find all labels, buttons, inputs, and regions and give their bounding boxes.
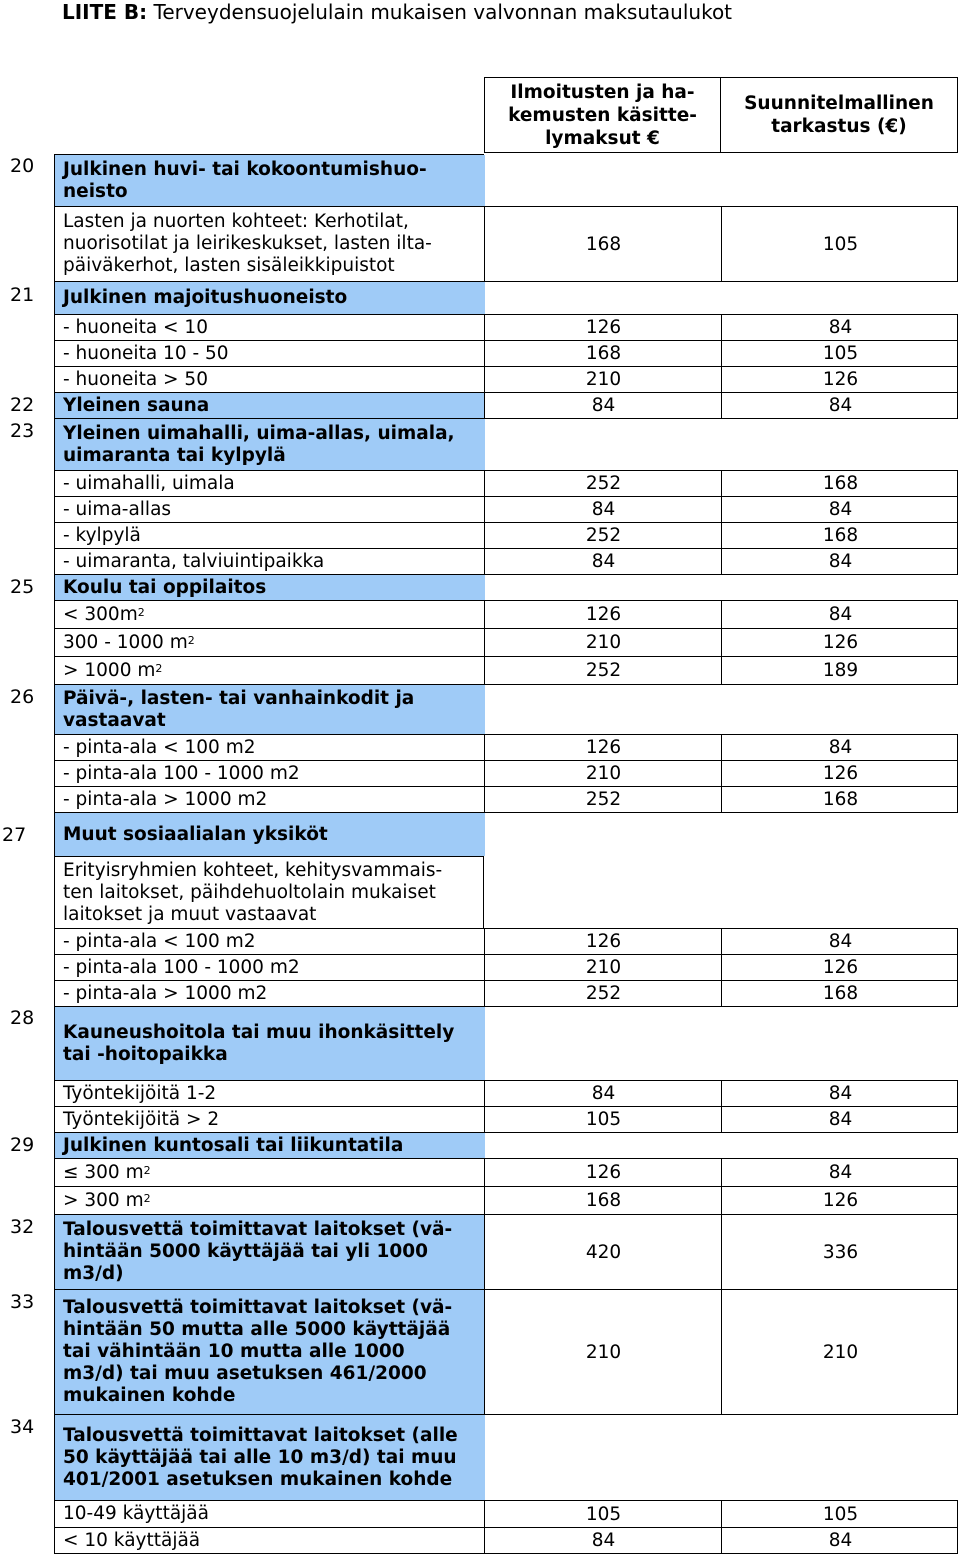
category-label xyxy=(55,685,485,734)
row-label xyxy=(55,981,485,1006)
table-row xyxy=(54,954,958,981)
header-inspection-line1: Suunnitelmallinen xyxy=(744,93,934,114)
inspection-value: 126 xyxy=(822,1190,859,1211)
label-text: - huoneita < 10 xyxy=(63,316,208,338)
label-text: Koulu tai oppilaitos xyxy=(63,576,267,598)
fee-value: 84 xyxy=(591,395,616,416)
inspection-value: 84 xyxy=(828,395,853,416)
fee-value: 126 xyxy=(585,737,622,758)
fee-value: 210 xyxy=(585,632,622,653)
label-text: - pinta-ala < 100 m2 xyxy=(63,736,256,758)
section-number: 22 xyxy=(10,394,35,416)
row-label xyxy=(55,1528,485,1553)
table-row xyxy=(54,786,958,813)
table-row xyxy=(54,1289,958,1415)
label-text: Päivä-, lasten- tai vanhainkodit ja vastaavat xyxy=(63,687,415,731)
table-row xyxy=(54,1106,958,1133)
label-text: - uimaranta, talviuintipaikka xyxy=(63,550,325,572)
table-row xyxy=(54,281,484,315)
category-label xyxy=(55,1215,485,1289)
inspection-value: 84 xyxy=(828,604,853,625)
section-number: 32 xyxy=(10,1216,35,1238)
label-text: 10-49 käyttäjää xyxy=(63,1503,209,1524)
title-prefix: LIITE B: xyxy=(62,0,148,24)
label-text: < 300m xyxy=(63,603,138,625)
label-text: - pinta-ala 100 - 1000 m2 xyxy=(63,762,300,784)
row-label xyxy=(55,341,485,366)
fee-value: 168 xyxy=(585,233,622,255)
table-row xyxy=(54,1214,958,1290)
section-number: 27 xyxy=(2,824,27,846)
section-number: 25 xyxy=(10,576,35,598)
table-row xyxy=(54,1414,484,1501)
inspection-value: 84 xyxy=(828,737,853,758)
category-label xyxy=(55,419,485,470)
category-label xyxy=(55,575,485,600)
label-text: > 1000 m xyxy=(63,659,156,681)
inspection-value: 105 xyxy=(822,1503,859,1525)
title-text: Terveydensuojelulain mukaisen valvonnan maksutaulukot xyxy=(153,0,733,24)
inspection-value: 84 xyxy=(828,551,853,572)
table-row xyxy=(54,1132,484,1159)
table-row xyxy=(54,548,958,575)
inspection-value: 105 xyxy=(822,233,859,255)
label-text: Kauneushoitola tai muu ihonkäsittely tai -hoitopaikka xyxy=(63,1021,455,1065)
inspection-value: 84 xyxy=(828,931,853,952)
fee-value: 210 xyxy=(585,763,622,784)
label-text: - pinta-ala 100 - 1000 m2 xyxy=(63,956,300,978)
label-text: Muut sosiaalialan yksiköt xyxy=(63,823,328,845)
label-text: - huoneita 10 - 50 xyxy=(63,342,229,364)
inspection-value: 105 xyxy=(822,343,859,364)
fee-value: 252 xyxy=(585,660,622,681)
header-inspection xyxy=(720,77,958,153)
label-text: - pinta-ala < 100 m2 xyxy=(63,930,256,952)
category-label xyxy=(55,1415,485,1500)
label-text: Talousvettä toimittavat laitokset (vä- hintään 5000 käyttäjää tai yli 1000 m3/d) xyxy=(63,1219,453,1284)
table-row xyxy=(54,628,958,657)
fee-value: 168 xyxy=(585,343,622,364)
table-row xyxy=(54,656,958,685)
category-label xyxy=(55,282,485,314)
header-fees xyxy=(484,77,721,153)
fee-value: 84 xyxy=(591,1530,616,1551)
table-row xyxy=(54,1080,958,1107)
label-text: Lasten ja nuorten kohteet: Kerhotilat, nuorisotilat ja leirikeskukset, lasten ilta- päiväkerhot, lasten sisäleikkipuistot xyxy=(63,211,432,276)
table-row xyxy=(54,574,484,601)
row-label xyxy=(55,549,485,574)
table-row xyxy=(54,366,958,393)
header-fees-line3: lymaksut € xyxy=(545,127,660,149)
inspection-value: 189 xyxy=(822,660,859,681)
label-text: - huoneita > 50 xyxy=(63,368,208,390)
fee-value: 252 xyxy=(585,983,622,1004)
row-label xyxy=(55,523,485,548)
row-label xyxy=(55,315,485,340)
table-row xyxy=(54,470,958,497)
inspection-value: 168 xyxy=(822,473,859,494)
label-text: - kylpylä xyxy=(63,524,141,546)
label-text: Julkinen majoitushuoneisto xyxy=(63,287,348,308)
header-fees-line2: kemusten käsitte- xyxy=(508,104,697,126)
row-label xyxy=(55,955,485,980)
category-label xyxy=(55,1290,485,1414)
table-row xyxy=(54,314,958,341)
table-row xyxy=(54,980,958,1007)
section-number: 33 xyxy=(10,1291,35,1313)
table-row xyxy=(54,812,484,857)
fee-value: 84 xyxy=(591,551,616,572)
table-row xyxy=(54,1186,958,1215)
label-text: Työntekijöitä > 2 xyxy=(63,1108,220,1130)
inspection-value: 336 xyxy=(822,1241,859,1263)
label-text: Yleinen uimahalli, uima-allas, uimala, uimaranta tai kylpylä xyxy=(63,422,455,466)
inspection-value: 84 xyxy=(828,499,853,520)
inspection-value: 126 xyxy=(822,763,859,784)
inspection-value: 210 xyxy=(822,1341,859,1363)
label-text: Julkinen huvi- tai kokoontumishuo- neisto xyxy=(63,158,427,202)
table-row xyxy=(54,522,958,549)
inspection-value: 168 xyxy=(822,789,859,810)
row-label xyxy=(55,1081,485,1106)
table-row xyxy=(54,1527,958,1554)
row-label xyxy=(55,497,485,522)
row-label: > 300 m $^2$ xyxy=(63,1189,151,1211)
inspection-value: 84 xyxy=(828,1530,853,1551)
fee-value: 126 xyxy=(585,604,622,625)
label-text: 300 - 1000 m xyxy=(63,631,188,653)
fee-value: 84 xyxy=(591,1083,616,1104)
table-row xyxy=(54,600,958,629)
page-title xyxy=(62,0,732,24)
section-number: 34 xyxy=(10,1416,35,1438)
row-label xyxy=(55,1107,485,1132)
section-number: 26 xyxy=(10,686,35,708)
fee-value: 105 xyxy=(585,1109,622,1130)
fee-value: 210 xyxy=(585,1341,622,1363)
section-number: 28 xyxy=(10,1007,35,1029)
inspection-value: 126 xyxy=(822,369,859,390)
row-label xyxy=(55,787,485,812)
header-fees-line1: Ilmoitusten ja ha- xyxy=(510,81,695,103)
table-row xyxy=(54,734,958,761)
table-row xyxy=(54,928,958,955)
category-label xyxy=(55,1133,485,1158)
label-text: - uimahalli, uimala xyxy=(63,472,235,494)
table-row xyxy=(54,496,958,523)
fee-value: 252 xyxy=(585,789,622,810)
fee-value: 105 xyxy=(585,1503,622,1525)
table-row xyxy=(54,206,958,282)
table-row xyxy=(54,760,958,787)
fee-value: 252 xyxy=(585,525,622,546)
table-row xyxy=(54,1158,958,1187)
fee-value: 252 xyxy=(585,473,622,494)
row-label: < 300m $^2$ xyxy=(63,603,145,625)
inspection-value: 168 xyxy=(822,983,859,1004)
category-label xyxy=(55,155,485,206)
label-text: - pinta-ala > 1000 m2 xyxy=(63,788,268,810)
label-text: Julkinen kuntosali tai liikuntatila xyxy=(63,1134,404,1156)
row-label xyxy=(55,367,485,392)
label-text: > 300 m xyxy=(63,1189,144,1211)
row-label xyxy=(55,207,485,281)
inspection-value: 84 xyxy=(828,1162,853,1183)
section-number: 21 xyxy=(10,284,35,306)
label-text: Talousvettä toimittavat laitokset (alle 50 käyttäjää tai alle 10 m3/d) tai muu 401/2001 asetuksen mukainen kohde xyxy=(63,1424,458,1490)
label-text: - uima-allas xyxy=(63,498,172,520)
label-text: - pinta-ala > 1000 m2 xyxy=(63,982,268,1004)
row-label xyxy=(55,761,485,786)
inspection-value: 126 xyxy=(822,632,859,653)
label-text: Erityisryhmien kohteet, kehitysvammais- ten laitokset, päihdehuoltolain mukaiset laitokset ja muut vastaavat xyxy=(63,859,443,925)
row-label: ≤ 300 m $^2$ xyxy=(63,1161,151,1183)
table-row xyxy=(54,418,484,471)
table-row xyxy=(54,1006,484,1081)
fee-value: 210 xyxy=(585,957,622,978)
row-label: 300 - 1000 m $^2$ xyxy=(63,631,195,653)
fee-value: 420 xyxy=(585,1241,622,1263)
inspection-value: 84 xyxy=(828,1109,853,1130)
table-row xyxy=(54,154,484,207)
inspection-value: 126 xyxy=(822,957,859,978)
category-label xyxy=(55,1007,485,1080)
row-label xyxy=(55,471,485,496)
fee-value: 126 xyxy=(585,931,622,952)
label-text: < 10 käyttäjää xyxy=(63,1529,201,1551)
fee-value: 84 xyxy=(591,499,616,520)
header-inspection-line2: tarkastus (€) xyxy=(771,116,907,137)
label-text: Yleinen sauna xyxy=(63,394,210,416)
row-label xyxy=(55,857,485,928)
fee-value: 210 xyxy=(585,369,622,390)
inspection-value: 168 xyxy=(822,525,859,546)
fee-value: 126 xyxy=(585,1162,622,1183)
fee-value: 126 xyxy=(585,317,622,338)
inspection-value: 84 xyxy=(828,317,853,338)
row-label xyxy=(55,1501,485,1527)
label-text: Työntekijöitä 1-2 xyxy=(63,1082,217,1104)
fee-value: 168 xyxy=(585,1190,622,1211)
label-text: ≤ 300 m xyxy=(63,1161,144,1183)
row-label xyxy=(55,735,485,760)
inspection-value: 84 xyxy=(828,1083,853,1104)
section-number: 20 xyxy=(10,155,35,177)
table-row xyxy=(54,392,958,419)
table-row xyxy=(54,856,484,929)
row-label xyxy=(55,929,485,954)
table-row xyxy=(54,340,958,367)
category-label xyxy=(55,813,485,856)
section-number: 23 xyxy=(10,420,35,442)
table-row xyxy=(54,1500,958,1528)
table-row xyxy=(54,684,484,735)
section-number: 29 xyxy=(10,1134,35,1156)
category-label xyxy=(55,393,485,418)
label-text: Talousvettä toimittavat laitokset (vä- hintään 50 mutta alle 5000 käyttäjää tai vähintään 10 mutta alle 1000 m3/d) tai muu asetuksen 461/2000 mukainen kohde xyxy=(63,1297,453,1406)
row-label: > 1000 m $^2$ xyxy=(63,659,163,681)
